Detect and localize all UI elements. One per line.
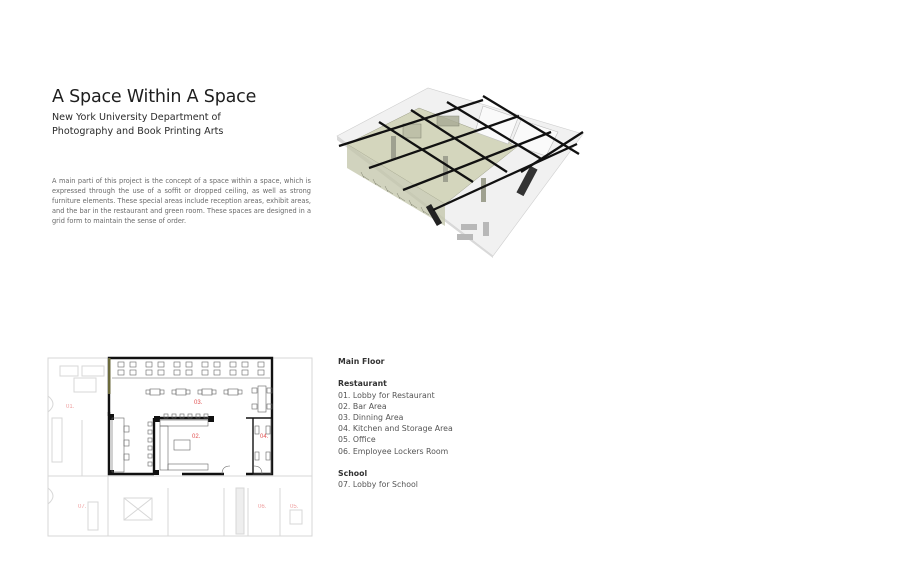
label-04: 04. xyxy=(260,434,269,440)
subtitle-line-1: New York University Department of xyxy=(52,112,221,123)
subtitle-line-2: Photography and Book Printing Arts xyxy=(52,125,224,137)
legend-item: 01. Lobby for Restaurant xyxy=(338,390,435,400)
legend-item: 04. Kitchen and Storage Area xyxy=(338,424,453,434)
legend-group-school: School xyxy=(338,469,368,478)
legend-heading: Main Floor xyxy=(338,357,385,366)
legend-item: 03. Dinning Area xyxy=(338,413,404,422)
legend-item: 05. Office xyxy=(338,435,376,445)
axonometric-render xyxy=(333,86,588,258)
room-legend xyxy=(338,356,453,490)
page-title: A Space Within A Space xyxy=(52,87,257,107)
legend-item: 02. Bar Area xyxy=(338,401,387,411)
legend-item: 07. Lobby for School xyxy=(338,480,418,490)
label-03: 03. xyxy=(194,400,203,406)
label-01: 01. xyxy=(66,404,75,410)
label-06: 06. xyxy=(258,504,267,510)
legend-item: 06. Employee Lockers Room xyxy=(338,446,449,456)
label-07: 07. xyxy=(78,504,87,510)
label-02: 02. xyxy=(192,434,201,440)
label-05: 05. xyxy=(290,504,299,510)
project-description: A main parti of this project is the concept of a space within a space, which is expressed through the use of a soffit or dropped ceiling, as well as strong furniture elements. These special areas include reception areas, exhibit areas, and the bar in the restaurant and green room. These spaces are designed in a grid form to maintain the sense of order. xyxy=(52,177,311,226)
legend-group-restaurant: Restaurant xyxy=(338,379,387,389)
page-subtitle xyxy=(52,111,223,138)
floor-plan xyxy=(46,356,314,538)
